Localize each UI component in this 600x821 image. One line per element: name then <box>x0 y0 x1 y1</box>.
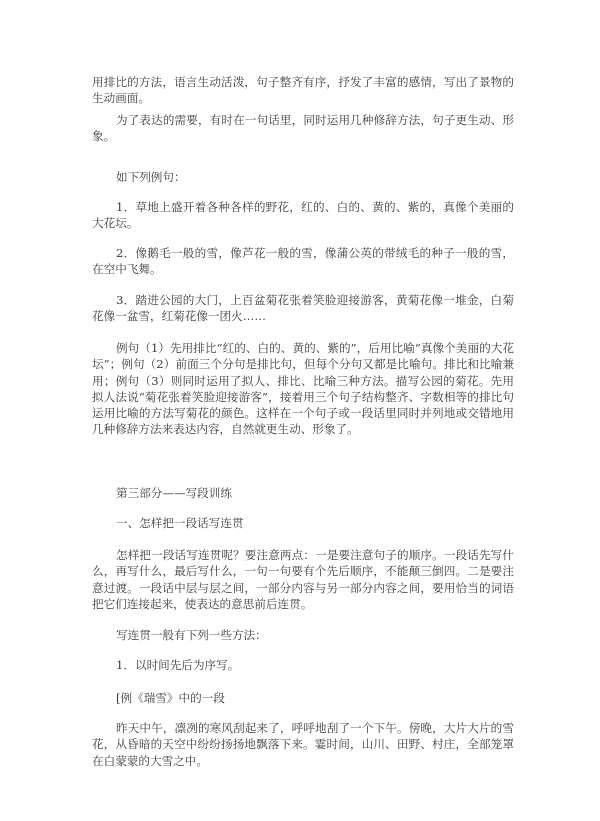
paragraph-continuation: 用排比的方法，语言生动活泼，句子整齐有序，抒发了丰富的感情，写出了景物的生动画面。 <box>92 75 514 106</box>
method-1: 1．以时间先后为序写。 <box>116 658 240 672</box>
example-sentence-2: 2．像鹅毛一般的雪，像芦花一般的雪，像蒲公英的带绒毛的种子一般的雪，在空中飞舞。 <box>92 246 514 277</box>
example-paragraph: 昨天中午，凛冽的寒风刮起来了，呼呼地刮了一个下午。傍晚，大片大片的雪花，从昏暗的天空中纷纷扬扬地飘落下来。霎时间，山川、田野、村庄，全部笼罩在白蒙蒙的大雪之中。 <box>92 721 514 768</box>
subsection-heading: 一、怎样把一段话写连贯 <box>116 516 244 530</box>
paragraph-coherence: 怎样把一段话写连贯呢？要注意两点：一是要注意句子的顺序。一段话先写什么，再写什么，最后写什么，一句一句要有个先后顺序，不能颠三倒四。二是要注意过渡。一段话中层与层之间，一部分内容与另一部分内容之间，要用恰当的词语把它们连接起来，使表达的意思前后连贯。 <box>92 548 514 611</box>
example-title: [例《瑞雪》中的一段 <box>116 691 225 705</box>
example-sentence-1: 1．草地上盛开着各种各样的野花，红的、白的、黄的、紫的，真像个美丽的大花坛。 <box>92 200 514 231</box>
example-sentence-3: 3．踏进公园的大门，上百盆菊花张着笑脸迎接游客，黄菊花像一堆金，白菊花像一盆雪，红菊花像一团火…… <box>92 293 514 324</box>
paragraph-methods-lead: 写连贯一般有下列一些方法： <box>116 628 267 642</box>
paragraph-examples-lead: 如下列例句： <box>116 170 186 184</box>
section-heading: 第三部分——写段训练 <box>116 486 232 500</box>
paragraph-intro: 为了表达的需要，有时在一句话里，同时运用几种修辞方法，句子更生动、形象。 <box>92 113 514 144</box>
paragraph-analysis: 例句（1）先用排比“红的、白的、黄的、紫的”，后用比喻“真像个美丽的大花坛”；例句（2）前面三个分句是排比句，但每个分句又都是比喻句。排比和比喻兼用；例句（3）则同时运用了拟人、排比、比喻三种方法。描写公园的菊花。先用拟人法说“菊花张着笑脸迎接游客”，接着用三个句子结构整齐、字数相等的排比句运用比喻的方法写菊花的颜色。这样在一个句子或一段话里同时并列地或交错地用几种修辞方法来表达内容，自然就更生动、形象了。 <box>92 341 514 437</box>
